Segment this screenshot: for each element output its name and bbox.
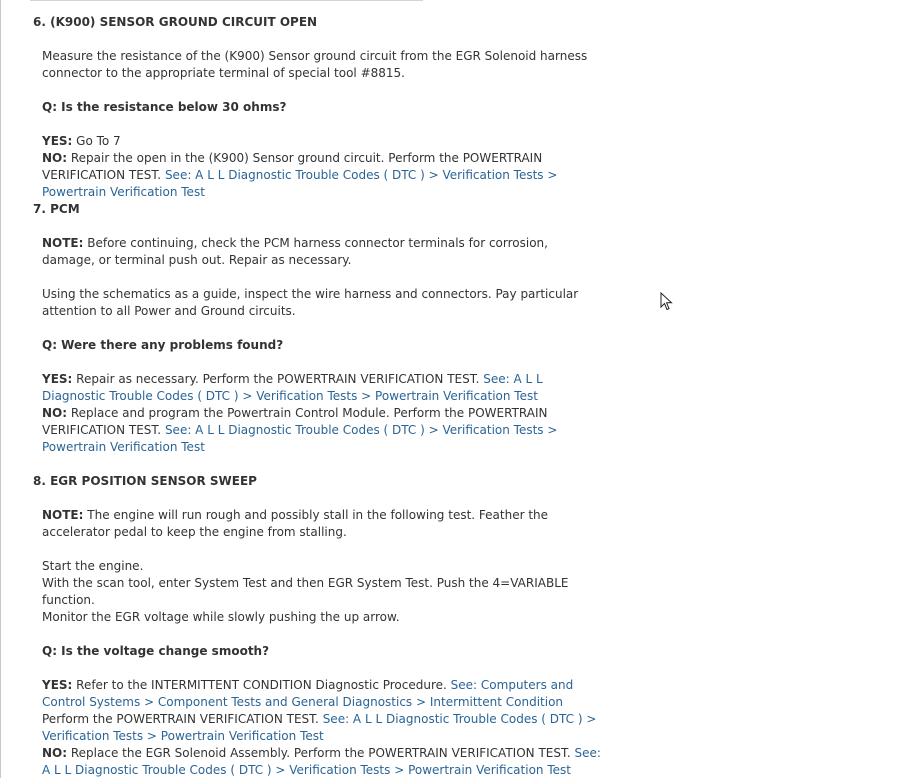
powertrain-verification-link[interactable]: See: A L L Diagnostic Trouble Codes ( DTC ) > Verification Tests > Powertrain Verification Test (42, 372, 543, 403)
yes-text: Refer to the INTERMITTENT CONDITION Diagnostic Procedure. (72, 678, 451, 692)
powertrain-verification-link[interactable]: See: A L L Diagnostic Trouble Codes ( DTC ) > Verification Tests > Powertrain Verification Test (42, 746, 601, 777)
step-8-question: Q: Is the voltage change smooth? (42, 644, 270, 658)
mouse-pointer-arrow-icon (660, 292, 674, 312)
step-7-instruction: Using the schematics as a guide, inspect the wire harness and connectors. Pay particular attention to all Power and Ground circuits. (42, 287, 579, 318)
step-8-note (30, 507, 602, 541)
step-8-instruction-1: Start the engine. (42, 559, 144, 573)
step-6-instruction: Measure the resistance of the (K900) Sensor ground circuit from the EGR Solenoid harness connector to the appropriate terminal of special tool #8815. (42, 49, 588, 80)
no-label: NO: (42, 406, 68, 420)
step-7-no-answer (30, 405, 602, 456)
note-label: NOTE: (42, 508, 84, 522)
yes-text: Go To 7 (72, 134, 121, 148)
no-text: Replace and program the Powertrain Control Module. Perform the POWERTRAIN VERIFICATION TEST. (42, 406, 548, 437)
intermittent-condition-link[interactable]: See: Computers and Control Systems > Component Tests and General Diagnostics > Intermittent Condition (42, 678, 574, 709)
left-border (0, 0, 1, 778)
no-text: Repair the open in the (K900) Sensor ground circuit. Perform the POWERTRAIN VERIFICATION TEST. (42, 151, 543, 182)
powertrain-verification-link[interactable]: See: A L L Diagnostic Trouble Codes ( DTC ) > Verification Tests > Powertrain Verification Test (42, 168, 558, 199)
powertrain-verification-link[interactable]: See: A L L Diagnostic Trouble Codes ( DTC ) > Verification Tests > Powertrain Verification Test (42, 712, 597, 743)
step-6-question: Q: Is the resistance below 30 ohms? (42, 100, 287, 114)
note-label: NOTE: (42, 236, 84, 250)
step-7-yes-answer (30, 371, 602, 405)
yes-label: YES: (42, 678, 73, 692)
step-6-heading: 6. (K900) SENSOR GROUND CIRCUIT OPEN (33, 15, 318, 29)
no-text: Replace the EGR Solenoid Assembly. Perform the POWERTRAIN VERIFICATION TEST. (67, 746, 575, 760)
no-label: NO: (42, 151, 68, 165)
document-body (30, 14, 602, 779)
step-7-note (30, 235, 602, 269)
step-6-yes-answer (30, 133, 602, 150)
step-6-no-answer (30, 150, 602, 201)
perform-text: Perform the POWERTRAIN VERIFICATION TEST. (42, 712, 323, 726)
step-8-instruction-2: With the scan tool, enter System Test and then EGR System Test. Push the 4=VARIABLE function. (42, 576, 569, 607)
note-text: Before continuing, check the PCM harness connector terminals for corrosion, damage, or terminal push out. Repair as necessary. (42, 236, 548, 267)
powertrain-verification-link[interactable]: See: A L L Diagnostic Trouble Codes ( DTC ) > Verification Tests > Powertrain Verification Test (42, 423, 558, 454)
step-8-no-answer (30, 745, 602, 779)
note-text: The engine will run rough and possibly stall in the following test. Feather the accelerator pedal to keep the engine from stalling. (42, 508, 549, 539)
top-divider (30, 0, 423, 1)
yes-label: YES: (42, 372, 73, 386)
step-7-question: Q: Were there any problems found? (42, 338, 284, 352)
yes-label: YES: (42, 134, 73, 148)
step-8-instruction-3: Monitor the EGR voltage while slowly pushing the up arrow. (42, 610, 400, 624)
step-8-yes-answer (30, 677, 602, 711)
step-7-heading: 7. PCM (33, 202, 80, 216)
step-8-heading: 8. EGR POSITION SENSOR SWEEP (33, 474, 257, 488)
no-label: NO: (42, 746, 68, 760)
yes-text: Repair as necessary. Perform the POWERTRAIN VERIFICATION TEST. (72, 372, 484, 386)
step-8-perform-verification (30, 711, 602, 745)
